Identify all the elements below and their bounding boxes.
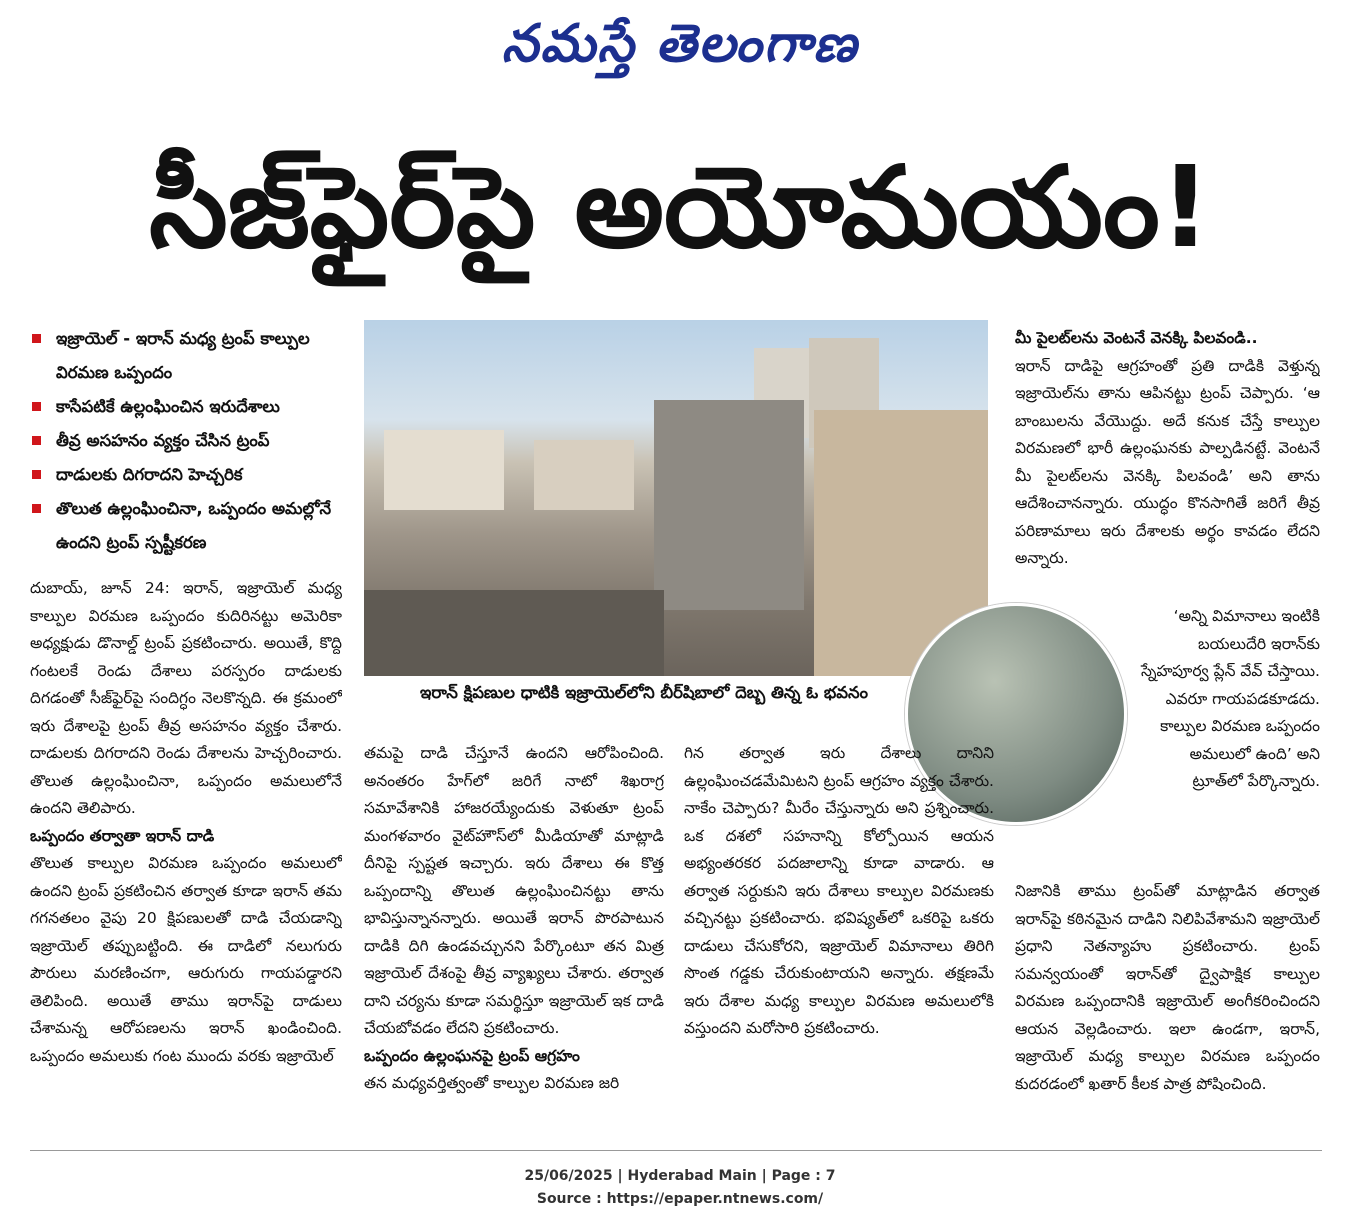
article-paragraph: ‘అన్ని విమానాలు ఇంటికి బయలుదేరి ఇరాన్‌కు స్నేహపూర్వ ప్లేన్ వేవ్ చేస్తాయి. ఎవరూ గాయపడకూడదు. కాల్పుల విరమణ ఒప్పందం అమలులో ఉంది’ అని ట్రూత్‌లో పేర్కొన్నారు. bbox=[1140, 607, 1320, 790]
article-subhead: మీ పైలట్‌లను వెంటనే వెనక్కి పిలవండి.. bbox=[1015, 329, 1258, 347]
article-subhead: ఒప్పందం తర్వాతా ఇరాన్ దాడి bbox=[30, 826, 215, 845]
photo-caption: ఇరాన్ క్షిపణుల ధాటికి ఇజ్రాయెల్‌లోని బీర్‌షిబాలో దెబ్బ తిన్న ఓ భవనం bbox=[420, 683, 868, 702]
article-paragraph: తమపై దాడి చేస్తూనే ఉందని ఆరోపించింది. అనంతరం హేగ్‌లో జరిగే నాటో శిఖరాగ్ర సమావేశానికి హాజరయ్యేందుకు వెళుతూ ట్రంప్ మంగళవారం వైట్‌హౌస్‌లో మీడియాతో మాట్లాడి దీనిపై స్పష్టత ఇచ్చారు. ఇరు దేశాలు ఈ కొత్త ఒప్పందాన్ని తొలుత ఉల్లంఘించినట్టు తాను భావిస్తున్నానన్నారు. అయితే ఇరాన్ పొరపాటున దాడికి దిగి ఉండవచ్చునని పేర్కొంటూ తన మిత్ర ఇజ్రాయెల్ దేశంపై తీవ్ర వ్యాఖ్యలు చేశారు. తర్వాత దాని చర్యను కూడా సమర్థిస్తూ ఇజ్రాయెల్ ఇక దాడి చేయబోవడం లేదని ప్రకటించారు. bbox=[364, 744, 664, 1037]
article-paragraph: నిజానికి తాము ట్రంప్‌తో మాట్లాడిన తర్వాత ఇరాన్‌పై కఠినమైన దాడిని నిలిపివేశామని ఇజ్రాయెల్ ప్రధాని నెతన్యాహు ప్రకటించారు. ట్రంప్ సమన్వయంతో ఇరాన్‌తో ద్వైపాక్షిక కాల్పుల విరమణ ఒప్పందానికి ఇజ్రాయెల్ అంగీకరించిందని ఆయన వెల్లడించారు. ఇలా ఉండగా, ఇరాన్, ఇజ్రాయెల్ మధ్య కాల్పుల విరమణ ఒప్పందం కుదరడంలో ఖతార్ కీలక పాత్ర పోషించింది. bbox=[1015, 882, 1320, 1093]
article-paragraph: తన మధ్యవర్తిత్వంతో కాల్పుల విరమణ జరి bbox=[364, 1074, 620, 1092]
article-paragraph: గిన తర్వాత ఇరు దేశాలు దానిని ఉల్లంఘించడమేమిటని ట్రంప్ ఆగ్రహం వ్యక్తం చేశారు. నాకేం చెప్పారు? మీరేం చేస్తున్నారు అని ప్రశ్నించారు. ఒక దశలో సహనాన్ని కోల్పోయిన ఆయన అభ్యంతరకర పదజాలాన్ని కూడా వాడారు. ఆ తర్వాత సర్దుకుని ఇరు దేశాలు కాల్పుల విరమణకు వచ్చినట్టు ప్రకటించారు. భవిష్యత్‌లో ఒకరిపై ఒకరు దాడులు చేసుకోరని, ఇజ్రాయెల్ విమానాలు తిరిగి సొంత గడ్డకు చేరుకుంటాయని అన్నారు. తక్షణమే ఇరు దేశాల మధ్య కాల్పుల విరమణ అమలులోకి వస్తుందని మరోసారి ప్రకటించారు. bbox=[684, 744, 994, 1037]
footer-source-link[interactable]: Source : https://epaper.ntnews.com/ bbox=[536, 1191, 824, 1207]
article-column-4-top bbox=[1015, 325, 1320, 603]
highlight-item: తీవ్ర అసహనం వ్యక్తం చేసిన ట్రంప్ bbox=[30, 424, 345, 458]
article-paragraph: తొలుత కాల్పుల విరమణ ఒప్పందం అమలులో ఉందని ట్రంప్ ప్రకటించిన తర్వాత కూడా ఇరాన్ తమ గగనతలం వైపు 20 క్షిపణులతో దాడి చేయడాన్ని ఇజ్రాయెల్ తప్పుబట్టింది. ఈ దాడిలో నలుగురు పౌరులు మరణించగా, ఆరుగురు గాయపడ్డారని తెలిపింది. అయితే తాము ఇరాన్‌పై దాడులు చేశామన్న ఆరోపణలను ఇరాన్ ఖండించింది. ఒప్పందం అమలుకు గంట ముందు వరకు ఇజ్రాయెల్ bbox=[30, 854, 342, 1065]
article-column-4-bottom bbox=[1015, 878, 1320, 1130]
masthead-logo: నమస్తే తెలంగాణ bbox=[501, 13, 859, 74]
highlight-item: కాసేపటికే ఉల్లంఘించిన ఇరుదేశాలు bbox=[30, 390, 345, 424]
damaged-building-photo bbox=[364, 320, 988, 676]
article-subhead: ఒప్పందం ఉల్లంఘనపై ట్రంప్ ఆగ్రహం bbox=[364, 1046, 580, 1065]
footer-edition-info: 25/06/2025 | Hyderabad Main | Page : 7 bbox=[524, 1168, 836, 1184]
article-paragraph: ఇరాన్ దాడిపై ఆగ్రహంతో ప్రతి దాడికి వెళ్తున్న ఇజ్రాయెల్‌ను తాను ఆపినట్టు ట్రంప్ చెప్పారు. ‘ఆ బాంబులను వేయొద్దు. అదే కనుక చేస్తే కాల్పుల విరమణలో భారీ ఉల్లంఘనకు పాల్పడినట్టే. వెంటనే మీ పైలట్‌లను వెనక్కి పిలవండి’ అని తాను ఆదేశించానన్నారు. యుద్ధం కొనసాగితే జరిగే తీవ్ర పరిణామాలు ఇరు దేశాలకు అర్థం కావడం లేదని అన్నారు. bbox=[1015, 356, 1320, 567]
article-column-1 bbox=[30, 575, 342, 1130]
article-paragraph: దుబాయ్, జూన్ 24: ఇరాన్, ఇజ్రాయెల్ మధ్య కాల్పుల విరమణ ఒప్పందం కుదిరినట్టు అమెరికా అధ్యక్షుడు డొనాల్డ్ ట్రంప్ ప్రకటించారు. అయితే, కొద్ది గంటలకే రెండు దేశాలు పరస్పరం దాడులకు దిగడంతో సీజ్‌ఫైర్‌పై సందిగ్ధం నెలకొన్నది. ఈ క్రమంలో ఇరు దేశాలపై ట్రంప్ తీవ్ర అసహనం వ్యక్తం చేశారు. దాడులకు దిగరాదని రెండు దేశాలను హెచ్చరించారు. తొలుత ఉల్లంఘించినా, ఒప్పందం అమలులోనే ఉందని తెలిపారు. bbox=[30, 579, 342, 817]
highlight-item: ఇజ్రాయెల్ - ఇరాన్ మధ్య ట్రంప్ కాల్పుల విరమణ ఒప్పందం bbox=[30, 322, 345, 390]
headline: సీజ్‌ఫైర్‌పై అయోమయం! bbox=[149, 143, 1211, 273]
highlight-item: దాడులకు దిగరాదని హెచ్చరిక bbox=[30, 458, 345, 492]
highlights-list bbox=[30, 322, 345, 560]
article-column-4-middle bbox=[1140, 603, 1320, 873]
highlight-item: తొలుత ఉల్లంఘించినా, ఒప్పందం అమల్లోనే ఉందని ట్రంప్ స్పష్టీకరణ bbox=[30, 492, 345, 560]
footer-divider bbox=[30, 1150, 1322, 1151]
article-column-2 bbox=[364, 740, 664, 1130]
article-column-3 bbox=[684, 740, 994, 1130]
